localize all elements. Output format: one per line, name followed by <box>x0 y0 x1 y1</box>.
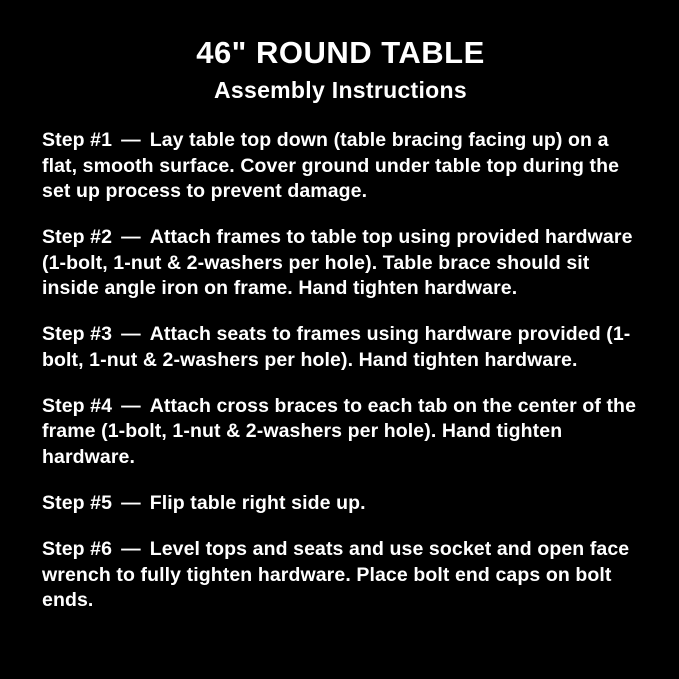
step-2-dash: — <box>121 226 141 249</box>
step-6 <box>42 537 639 613</box>
step-2-label: Step #2 <box>42 226 113 249</box>
step-3-label: Step #3 <box>42 323 113 346</box>
step-4-label: Step #4 <box>42 395 113 418</box>
step-6-text: Level tops and seats and use socket and open face wrench to fully tighten hardware. Place bolt end caps on bolt ends. <box>42 538 630 612</box>
step-3-text: Attach seats to frames using hardware provided (1-bolt, 1-nut & 2-washers per hole). Hand tighten hardware. <box>42 323 631 371</box>
step-5-label: Step #5 <box>42 492 113 515</box>
step-5 <box>42 491 639 516</box>
step-2 <box>42 225 639 301</box>
step-3-dash: — <box>121 323 141 346</box>
step-6-label: Step #6 <box>42 538 113 561</box>
step-3 <box>42 322 639 373</box>
step-4-dash: — <box>121 395 141 418</box>
step-1-dash: — <box>121 129 141 152</box>
step-6-dash: — <box>121 538 141 561</box>
step-5-text: Flip table right side up. <box>149 492 366 515</box>
steps-list <box>42 128 639 613</box>
step-1-label: Step #1 <box>42 129 113 152</box>
step-4-text: Attach cross braces to each tab on the center of the frame (1-bolt, 1-nut & 2-washers per hole). Hand tighten hardware. <box>42 395 637 468</box>
step-1 <box>42 128 639 204</box>
step-4 <box>42 394 639 470</box>
step-1-text: Lay table top down (table bracing facing up) on a flat, smooth surface. Cover ground under table top during the set up process to prevent damage. <box>42 129 620 203</box>
step-2-text: Attach frames to table top using provided hardware (1-bolt, 1-nut & 2-washers per hole). Table brace should sit inside angle iron on frame. Hand tighten hardware. <box>42 226 633 300</box>
page-title: 46" ROUND TABLE <box>196 35 485 70</box>
step-5-dash: — <box>121 492 141 515</box>
page-subtitle: Assembly Instructions <box>214 76 467 103</box>
